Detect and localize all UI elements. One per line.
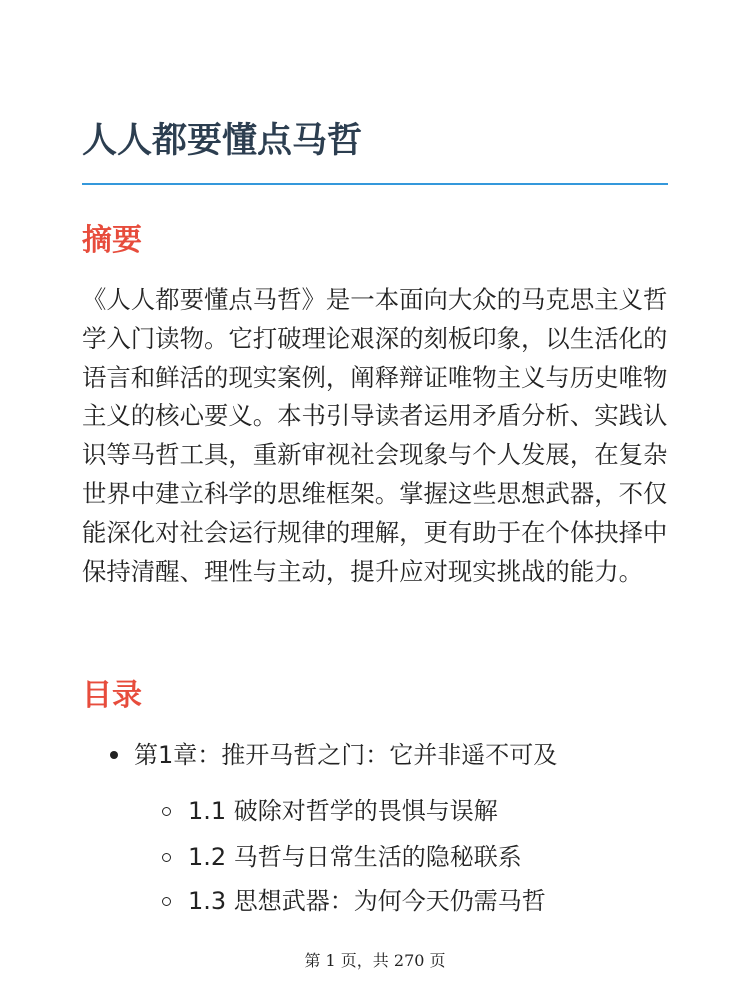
bullet-circle-icon	[162, 897, 171, 906]
page-footer: 第 1 页，共 270 页	[304, 951, 446, 970]
bullet-circle-icon	[162, 853, 171, 862]
bullet-circle-icon	[162, 807, 171, 816]
bullet-disc-icon	[110, 751, 118, 759]
toc-section-item[interactable]	[162, 882, 546, 920]
summary-paragraph: 《人人都要懂点马哲》是一本面向大众的马克思主义哲学入门读物。它打破理论艰深的刻板印象，以生活化的语言和鲜活的现实案例，阐释辩证唯物主义与历史唯物主义的核心要义。本书引导读者运用矛盾分析、实践认识等马哲工具，重新审视社会现象与个人发展，在复杂世界中建立科学的思维框架。掌握这些思想武器，不仅能深化对社会运行规律的理解，更有助于在个体抉择中保持清醒、理性与主动，提升应对现实挑战的能力。	[82, 285, 668, 586]
toc-section-label: 1.3 思想武器：为何今天仍需马哲	[188, 887, 546, 915]
toc-section-label: 1.1 破除对哲学的畏惧与误解	[188, 797, 498, 825]
summary-heading: 摘要	[82, 223, 142, 258]
title-divider	[82, 183, 668, 185]
toc-section-item[interactable]	[162, 838, 522, 876]
toc-section-label: 1.2 马哲与日常生活的隐秘联系	[188, 843, 522, 871]
toc-heading: 目录	[82, 678, 142, 713]
toc-chapter-item[interactable]	[110, 736, 557, 774]
document-title: 人人都要懂点马哲	[82, 121, 363, 161]
toc-section-item[interactable]	[162, 792, 498, 830]
toc-chapter-label: 第1章：推开马哲之门：它并非遥不可及	[134, 741, 558, 769]
